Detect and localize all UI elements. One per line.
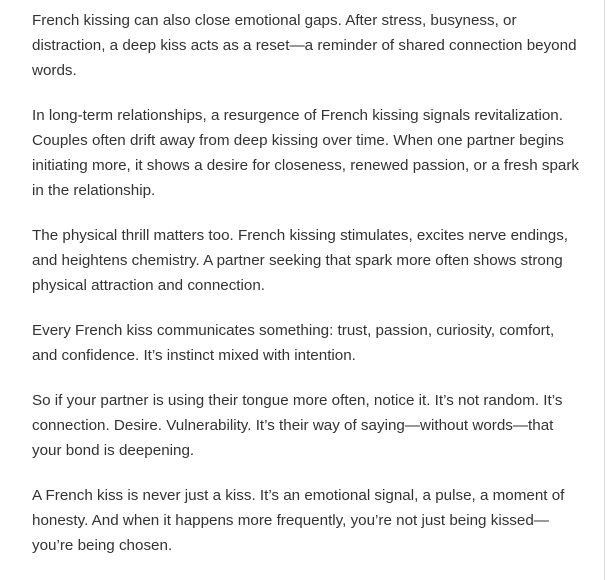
paragraph-emotional-gaps: French kissing can also close emotional gaps. After stress, busyness, or distraction, a deep kiss acts as a reset—a reminder of shared connection beyond words. [32,12,577,79]
paragraph-conclusion: A French kiss is never just a kiss. It’s an emotional signal, a pulse, a moment of honesty. And when it happens more frequently, you’re not just being kissed—you’re being chosen. [32,487,565,554]
paragraph-communication: Every French kiss communicates something: trust, passion, curiosity, comfort, and confidence. It’s instinct mixed with intention. [32,322,555,364]
paragraph-notice-it: So if your partner is using their tongue more often, notice it. It’s not random. It’s connection. Desire. Vulnerability. It’s their way of saying—without words—that your bond is deepening. [32,392,563,459]
article-body [32,8,580,558]
paragraph-physical-thrill: The physical thrill matters too. French kissing stimulates, excites nerve endings, and heightens chemistry. A partner seeking that spark more often shows strong physical attraction and connection. [32,227,569,294]
paragraph-long-term-relationships: In long-term relationships, a resurgence of French kissing signals revitalization. Couples often drift away from deep kissing over time. When one partner begins initiating more, it shows a desire for closeness, renewed passion, or a fresh spark in the relationship. [32,107,580,199]
